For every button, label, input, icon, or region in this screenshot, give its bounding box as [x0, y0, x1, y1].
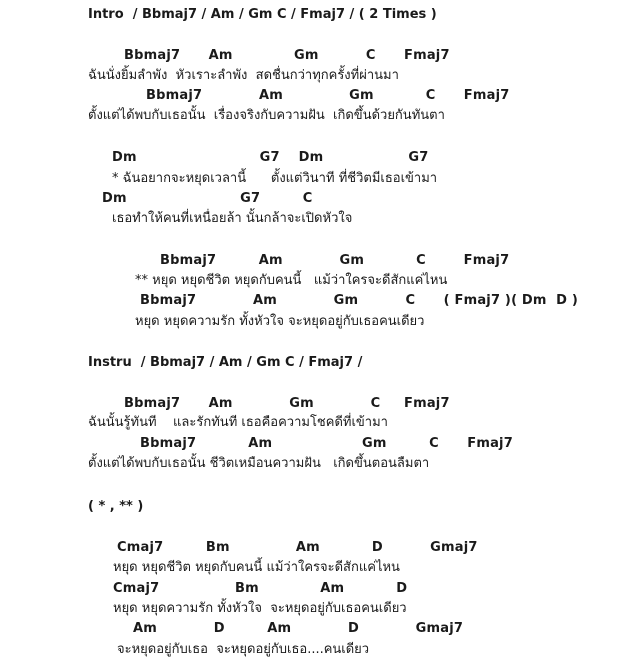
repeat-marker: ( * , ** )	[88, 499, 144, 514]
verse2-chords-2: Bbmaj7 Am Gm C Fmaj7	[140, 436, 513, 451]
verse1-chords-2: Bbmaj7 Am Gm C Fmaj7	[146, 88, 510, 103]
verse2-chords-1: Bbmaj7 Am Gm C Fmaj7	[124, 396, 450, 411]
chorus-chords-2: Bbmaj7 Am Gm C ( Fmaj7 )( Dm D )	[140, 293, 578, 308]
outro-lyric-2: หยุด หยุดความรัก ทั้งหัวใจ จะหยุดอยู่กับเธอคนเดียว	[113, 601, 407, 616]
chorus-lyric-1: ** หยุด หยุดชีวิต หยุดกับคนนี้ แม้ว่าใครจะดีสักแค่ไหน	[135, 273, 448, 288]
chorus-lyric-2: หยุด หยุดความรัก ทั้งหัวใจ จะหยุดอยู่กับเธอคนเดียว	[135, 314, 425, 329]
verse1-lyric-2: ตั้งแต่ได้พบกับเธอนั้น เรื่องจริงกับความฝัน เกิดขึ้นด้วยกันทันตา	[88, 108, 445, 123]
prechorus-chords-1: Dm G7 Dm G7	[112, 150, 429, 165]
outro-chords-1: Cmaj7 Bm Am D Gmaj7	[117, 540, 478, 555]
outro-lyric-3: จะหยุดอยู่กับเธอ จะหยุดอยู่กับเธอ....คนเดียว	[117, 642, 370, 657]
verse1-lyric-1: ฉันนั่งยิ้มลำพัง หัวเราะลำพัง สดชื่นกว่าทุกครั้งที่ผ่านมา	[88, 68, 399, 83]
prechorus-lyric-2: เธอทำให้คนที่เหนื่อยล้า นั้นกล้าจะเปิดหัวใจ	[112, 211, 353, 226]
verse2-lyric-1: ฉันนั้นรู้ทันที และรักทันที เธอคือความโชคดีที่เข้ามา	[88, 415, 388, 430]
verse1-chords-1: Bbmaj7 Am Gm C Fmaj7	[124, 48, 450, 63]
prechorus-chords-2: Dm G7 C	[102, 191, 313, 206]
outro-lyric-1: หยุด หยุดชีวิต หยุดกับคนนี้ แม้ว่าใครจะดีสักแค่ไหน	[113, 560, 400, 575]
outro-chords-2: Cmaj7 Bm Am D	[113, 581, 408, 596]
intro-line: Intro / Bbmaj7 / Am / Gm C / Fmaj7 / ( 2 Times )	[88, 7, 437, 22]
chorus-chords-1: Bbmaj7 Am Gm C Fmaj7	[160, 253, 510, 268]
instru-line: Instru / Bbmaj7 / Am / Gm C / Fmaj7 /	[88, 355, 363, 370]
outro-chords-3: Am D Am D Gmaj7	[133, 621, 464, 636]
verse2-lyric-2: ตั้งแต่ได้พบกับเธอนั้น ชีวิตเหมือนความฝัน เกิดขึ้นตอนลืมตา	[88, 456, 430, 471]
prechorus-lyric-1: * ฉันอยากจะหยุดเวลานี้ ตั้งแต่วินาที ที่ชีวิตมีเธอเข้ามา	[112, 171, 438, 186]
